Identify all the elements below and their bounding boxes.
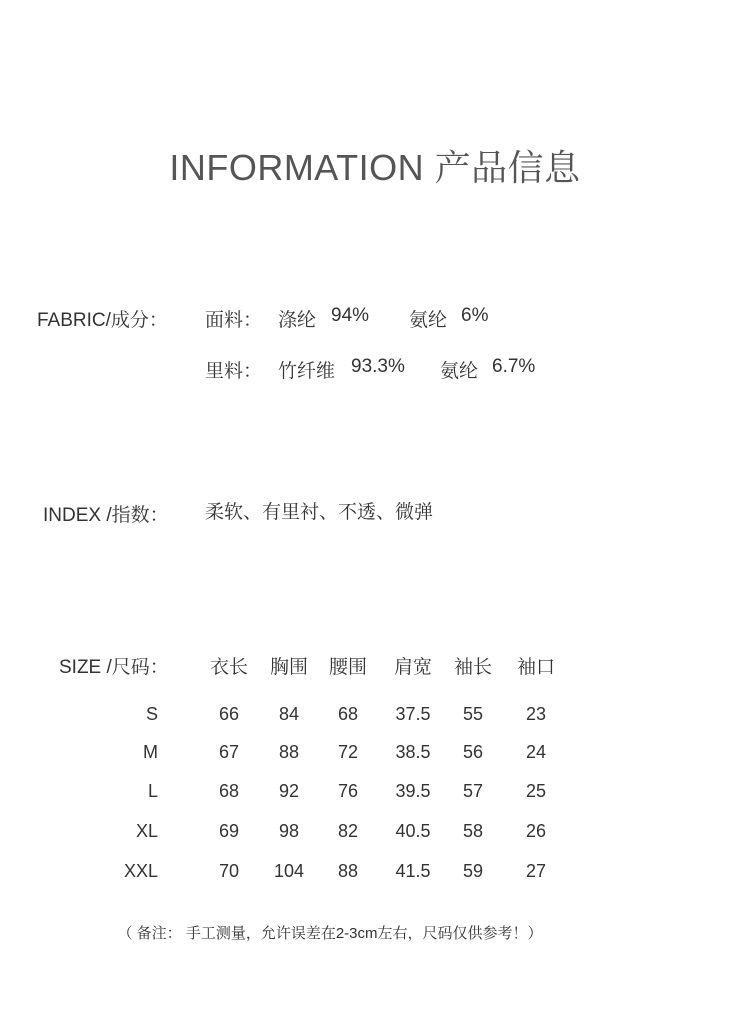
table-cell: 39.5 xyxy=(395,781,431,801)
index-label: INDEX /指数： xyxy=(43,505,169,526)
table-cell: 37.5 xyxy=(395,704,431,724)
table-cell: 104 xyxy=(273,861,305,881)
table-cell: 40.5 xyxy=(395,821,431,841)
lining-percent-2: 6.7% xyxy=(492,356,536,377)
table-cell: 67 xyxy=(218,742,240,762)
header-sleeve-length: 袖长 xyxy=(453,657,492,678)
table-cell: 25 xyxy=(525,781,547,801)
table-cell: 58 xyxy=(462,821,484,841)
table-cell: 66 xyxy=(218,704,240,724)
index-value: 柔软、有里衬、不透、微弹 xyxy=(205,502,434,523)
outer-percent-1: 94% xyxy=(331,305,370,326)
lining-material-1: 竹纤维 xyxy=(278,361,336,382)
header-shoulder: 肩宽 xyxy=(393,657,432,678)
table-cell: 98 xyxy=(278,821,300,841)
table-cell: 55 xyxy=(462,704,484,724)
lining-material-2: 氨纶 xyxy=(440,361,479,382)
table-cell: 56 xyxy=(462,742,484,762)
table-cell: 69 xyxy=(218,821,240,841)
table-cell: 92 xyxy=(278,781,300,801)
outer-material-2: 氨纶 xyxy=(409,310,448,331)
footnote: （ 备注： 手工测量，允许误差在2-3cm左右，尺码仅供参考！） xyxy=(117,925,543,942)
table-cell: 23 xyxy=(525,704,547,724)
table-row-size: M xyxy=(143,742,158,762)
header-length: 衣长 xyxy=(209,657,248,678)
lining-fabric-label: 里料： xyxy=(205,361,263,382)
table-cell: 70 xyxy=(218,861,240,881)
table-cell: 88 xyxy=(337,861,359,881)
table-cell: 26 xyxy=(525,821,547,841)
table-row-size: S xyxy=(145,704,158,724)
table-cell: 88 xyxy=(278,742,300,762)
outer-fabric-label: 面料： xyxy=(205,310,263,331)
table-cell: 72 xyxy=(337,742,359,762)
table-cell: 84 xyxy=(278,704,300,724)
fabric-label: FABRIC/成分： xyxy=(37,310,168,331)
table-cell: 68 xyxy=(337,704,359,724)
outer-material-1: 涤纶 xyxy=(278,310,317,331)
table-row-size: XL xyxy=(135,821,158,841)
table-cell: 24 xyxy=(525,742,547,762)
table-cell: 59 xyxy=(462,861,484,881)
header-cuff: 袖口 xyxy=(516,657,555,678)
size-label: SIZE /尺码： xyxy=(59,657,169,678)
table-cell: 38.5 xyxy=(395,742,431,762)
header-chest: 胸围 xyxy=(269,657,308,678)
table-cell: 57 xyxy=(462,781,484,801)
table-row-size: XXL xyxy=(123,861,158,881)
table-cell: 27 xyxy=(525,861,547,881)
table-cell: 82 xyxy=(337,821,359,841)
table-row-size: L xyxy=(147,781,158,801)
outer-percent-2: 6% xyxy=(461,305,489,326)
table-cell: 41.5 xyxy=(395,861,431,881)
header-waist: 腰围 xyxy=(328,657,367,678)
lining-percent-1: 93.3% xyxy=(351,356,405,377)
page-title: INFORMATION 产品信息 xyxy=(169,147,581,188)
table-cell: 68 xyxy=(218,781,240,801)
table-cell: 76 xyxy=(337,781,359,801)
